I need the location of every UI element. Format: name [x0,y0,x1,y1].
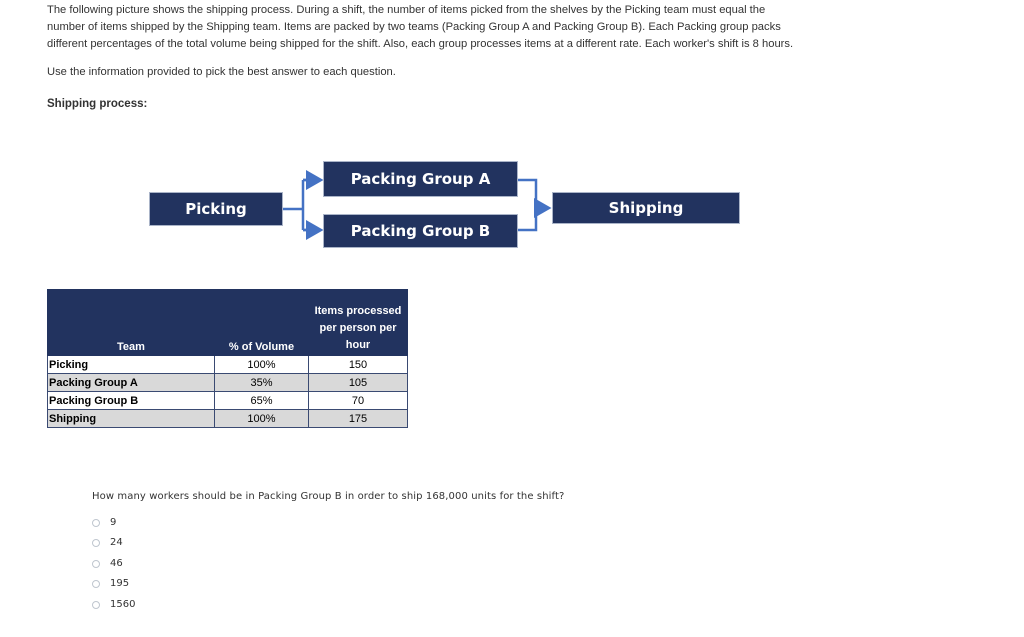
row-team: Packing Group A [48,374,215,392]
radio-button[interactable] [92,519,100,527]
flow-connectors [0,0,1024,300]
team-rates-table [47,289,408,428]
row-volume: 100% [215,356,309,374]
answer-option-label: 46 [110,558,123,569]
table-row [48,374,408,392]
answer-option[interactable] [92,517,116,528]
packing-group-b-box: Packing Group B [323,214,518,248]
answer-option[interactable] [92,537,123,548]
answer-option-label: 1560 [110,599,136,610]
shipping-box: Shipping [552,192,740,224]
section-label: Shipping process: [47,98,148,110]
connector-picking-to-packing [283,180,320,230]
packing-group-a-box: Packing Group A [323,161,518,197]
row-rate: 70 [309,392,408,410]
intro-line-2: number of items shipped by the Shipping team. Items are packed by two teams (Packing Group A and Packing Group B). Each Packing group packs [47,21,781,33]
table-row [48,356,408,374]
picking-box: Picking [149,192,283,226]
radio-button[interactable] [92,560,100,568]
radio-button[interactable] [92,539,100,547]
row-team: Picking [48,356,215,374]
question-text: How many workers should be in Packing Group B in order to ship 168,000 units for the shift? [92,491,565,502]
header-rate-line-1: Items processed [314,305,402,317]
intro-line-1: The following picture shows the shipping process. During a shift, the number of items picked from the shelves by the Picking team must equal the [47,4,766,16]
header-rate-line-2: per person per [319,322,397,334]
table-row [48,410,408,428]
table-row [48,392,408,410]
header-volume: % of Volume [215,290,309,356]
answer-option[interactable] [92,558,123,569]
answer-option-label: 195 [110,578,130,589]
row-volume: 65% [215,392,309,410]
header-rate-line-3: hour [345,339,371,351]
row-team: Packing Group B [48,392,215,410]
answer-option[interactable] [92,578,129,589]
intro-line-3: different percentages of the total volume being shipped for the shift. Also, each group processes items at a different rate. Each worker's shift is 8 hours. [47,38,794,50]
connector-packing-to-shipping [518,180,548,230]
instruction-text: Use the information provided to pick the best answer to each question. [47,66,396,78]
row-volume: 35% [215,374,309,392]
answer-option[interactable] [92,599,135,610]
header-rate [309,290,408,356]
radio-button[interactable] [92,601,100,609]
header-team: Team [48,290,215,356]
row-rate: 150 [309,356,408,374]
row-rate: 105 [309,374,408,392]
row-rate: 175 [309,410,408,428]
radio-button[interactable] [92,580,100,588]
answer-option-label: 9 [110,517,117,528]
answer-option-label: 24 [110,537,123,548]
row-team: Shipping [48,410,215,428]
row-volume: 100% [215,410,309,428]
table-header-row [48,290,408,356]
